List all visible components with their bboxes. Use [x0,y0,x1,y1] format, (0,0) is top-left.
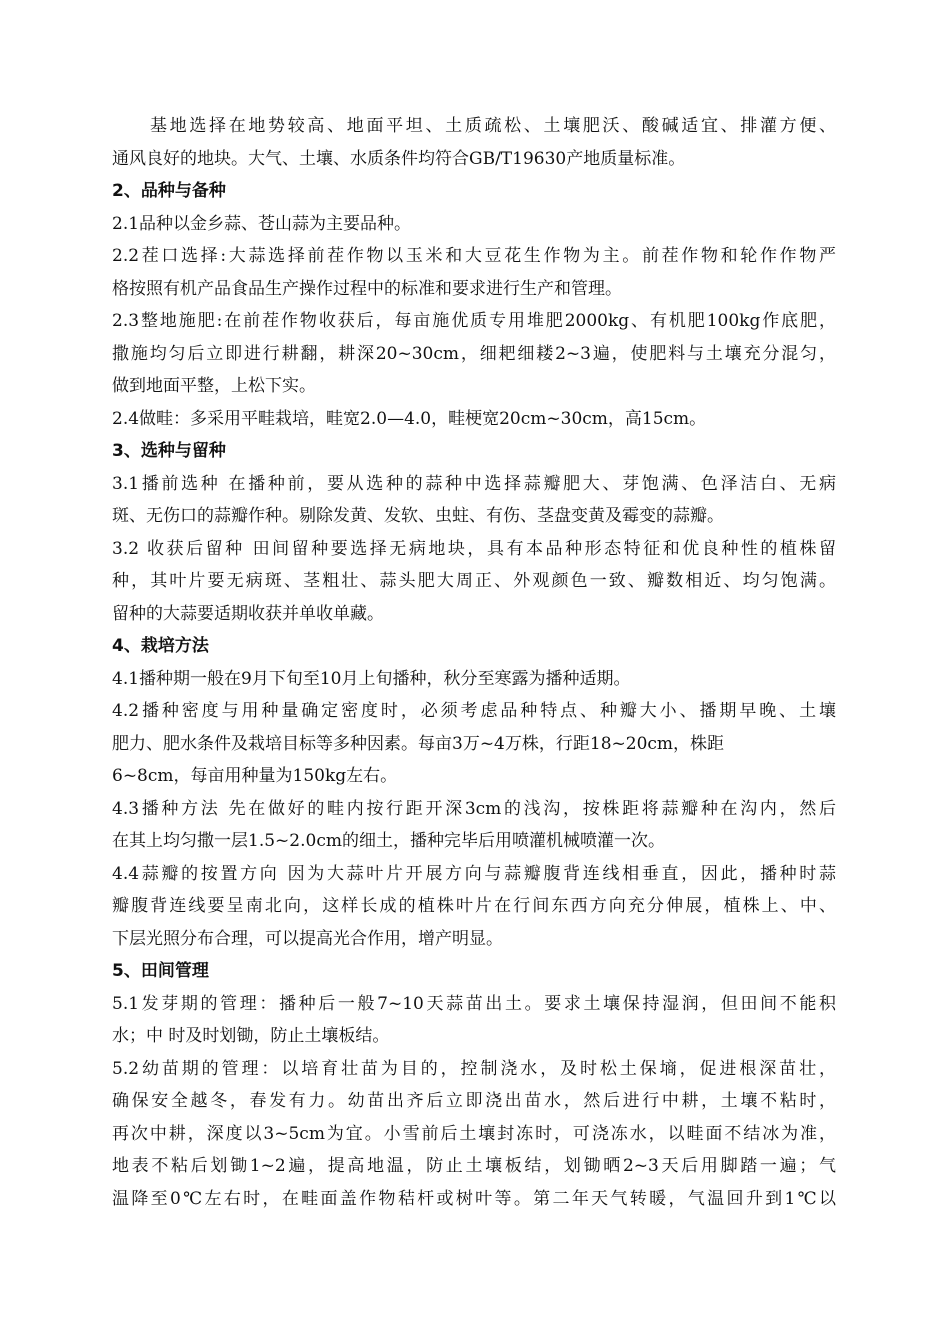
text-line: 种，其叶片要无病斑、茎粗壮、蒜头肥大周正、外观颜色一致、瓣数相近、均匀饱满。 [112,571,836,591]
text-line: 在其上均匀撒一层1.5~2.0cm的细土，播种完毕后用喷灌机械喷灌一次。 [112,831,665,851]
text-line: 下层光照分布合理，可以提高光合作用，增产明显。 [112,928,503,949]
text-line: 2.4做畦：多采用平畦栽培，畦宽2.0—4.0，畦梗宽20cm~30cm，高15cm。 [112,408,707,429]
text-line: 水；中 时及时划锄，防止土壤板结。 [112,1026,390,1046]
text-line: 5.1发芽期的管理：播种后一般7~10天蒜苗出土。要求土壤保持湿润，但田间不能积 [112,993,836,1014]
text-line: 4.4蒜瓣的按置方向 因为大蒜叶片开展方向与蒜瓣腹背连线相垂直，因此，播种时蒜 [112,863,836,884]
text-line: 2.2茬口选择:大蒜选择前茬作物以玉米和大豆花生作物为主。前茬作物和轮作作物严 [112,246,836,266]
text-line: 做到地面平整，上松下实。 [112,376,316,396]
text-line: 确保安全越冬，春发有力。幼苗出齐后立即浇出苗水，然后进行中耕，土壤不粘时， [112,1091,836,1111]
text-line: 基地选择在地势较高、地面平坦、土质疏松、土壤肥沃、酸碱适宜、排灌方便、 [150,116,836,136]
text-line: 留种的大蒜要适期收获并单收单藏。 [112,603,384,624]
text-line: 斑、无伤口的蒜瓣作种。剔除发黄、发软、虫蛀、有伤、茎盘变黄及霉变的蒜瓣。 [112,506,724,526]
text-line: 肥力、肥水条件及栽培目标等多种因素。每亩3万~4万株，行距18~20cm，株距 [112,733,725,754]
text-line: 地表不粘后划锄1~2遍，提高地温，防止土壤板结，划锄晒2~3天后用脚踏一遍；气 [112,1156,836,1176]
text-line: 6~8cm，每亩用种量为150kg左右。 [112,766,398,786]
text-line: 4.3播种方法 先在做好的畦内按行距开深3cm的浅沟，按株距将蒜瓣种在沟内，然后 [112,798,836,819]
document-page [112,110,836,1215]
text-line: 再次中耕，深度以3~5cm为宜。小雪前后土壤封冻时，可浇冻水，以畦面不结冰为准， [112,1123,836,1144]
text-line: 撒施均匀后立即进行耕翻，耕深20~30cm，细耙细耧2~3遍，使肥料与土壤充分混匀， [112,343,836,364]
text-line: 通风良好的地块。大气、土壤、水质条件均符合GB/T19630产地质量标准。 [112,148,686,169]
section-heading: 5、田间管理 [112,961,209,981]
section-heading: 2、品种与备种 [112,181,226,201]
text-line: 温降至0℃左右时，在畦面盖作物秸杆或树叶等。第二年天气转暖，气温回升到1℃以 [112,1188,836,1209]
text-line: 3.1播前选种 在播种前，要从选种的蒜种中选择蒜瓣肥大、芽饱满、色泽洁白、无病 [112,473,836,494]
text-line: 2.1品种以金乡蒜、苍山蒜为主要品种。 [112,213,412,234]
text-line: 格按照有机产品食品生产操作过程中的标准和要求进行生产和管理。 [112,278,622,299]
section-heading: 4、栽培方法 [112,636,209,656]
text-line: 5.2幼苗期的管理：以培育壮苗为目的，控制浇水，及时松土保墒，促进根深苗壮， [112,1058,836,1079]
text-line: 4.1播种期一般在9月下旬至10月上旬播种，秋分至寒露为播种适期。 [112,668,631,689]
text-line: 2.3整地施肥:在前茬作物收获后，每亩施优质专用堆肥2000kg、有机肥100kg作底肥， [112,311,836,331]
section-heading: 3、选种与留种 [112,441,226,461]
text-line: 3.2 收获后留种 田间留种要选择无病地块，具有本品种形态特征和优良种性的植株留 [112,538,836,559]
text-line: 4.2播种密度与用种量确定密度时，必须考虑品种特点、种瓣大小、播期早晚、土壤 [112,701,836,721]
text-line: 瓣腹背连线要呈南北向，这样长成的植株叶片在行间东西方向充分伸展，植株上、中、 [112,896,836,916]
